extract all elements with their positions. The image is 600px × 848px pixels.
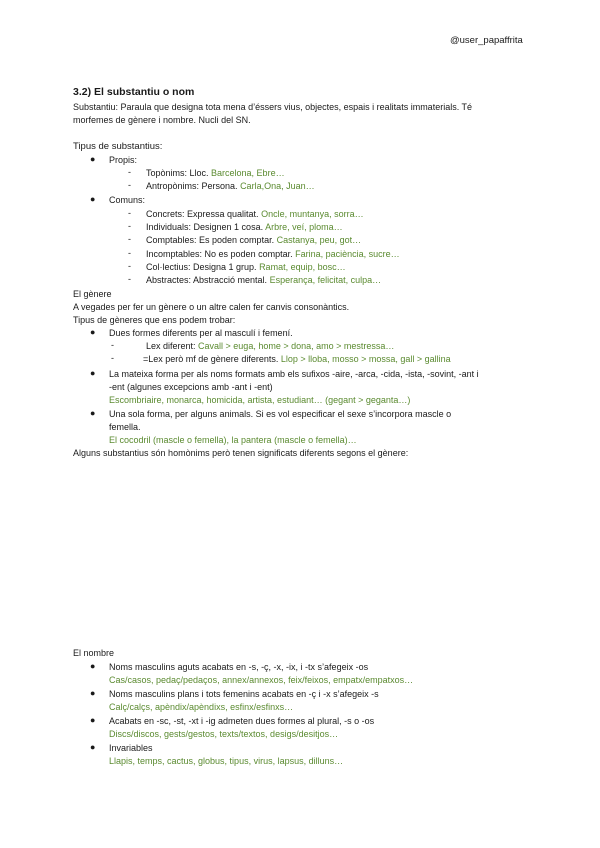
bullet-dot: ●	[90, 742, 96, 752]
gender-b3-line2: femella.	[109, 422, 141, 432]
gender-b1-sub: =Lex però mf de gènere diferents. Llop > lloba, mosso > mossa, gall > gallina	[143, 354, 451, 364]
gender-b3-example: El cocodril (mascle o femella), la pantera (mascle o femella)…	[109, 435, 357, 445]
comuns-item: Comptables: Es poden comptar. Castanya, peu, got…	[146, 235, 362, 245]
comuns-label: Comuns:	[109, 195, 146, 205]
number-example: Cas/casos, pedaç/pedaços, annex/annexos, feix/feixos, empatx/empatxos…	[109, 675, 414, 685]
number-example: Calç/calçs, apèndix/apèndixs, esfinx/esfinxs…	[109, 702, 294, 712]
number-example: Llapis, temps, cactus, globus, tipus, virus, lapsus, dilluns…	[109, 756, 344, 766]
propis-label: Propis:	[109, 155, 138, 165]
number-heading: El nombre	[73, 648, 115, 658]
gender-types-heading: Tipus de gèneres que ens podem trobar:	[73, 315, 236, 325]
number-rule: Invariables	[109, 743, 153, 753]
homonyms-line: Alguns substantius són homònims però tenen significats diferents segons el gènere:	[73, 448, 409, 458]
gender-b1-text: Dues formes diferents per al masculí i femení.	[109, 328, 293, 338]
dash-marker: -	[128, 221, 131, 231]
gender-b2-line2: -ent (algunes excepcions amb -ant i -ent)	[109, 382, 273, 392]
comuns-item: Col·lectius: Designa 1 grup. Ramat, equip, bosc…	[146, 262, 346, 272]
gender-b2-example: Escombriaire, monarca, homicida, artista, estudiant… (gegant > geganta…)	[109, 395, 411, 405]
dash-marker: -	[128, 248, 131, 258]
bullet-dot: ●	[90, 368, 96, 378]
comuns-item: Concrets: Expressa qualitat. Oncle, muntanya, sorra…	[146, 209, 364, 219]
dash-marker: -	[111, 353, 114, 363]
dash-marker: -	[128, 167, 131, 177]
comuns-item: Incomptables: No es poden comptar. Farina, paciència, sucre…	[146, 249, 400, 259]
bullet-dot: ●	[90, 327, 96, 337]
definition-line-1: Substantiu: Paraula que designa tota mena d’éssers vius, objectes, espais i realitats immaterials. Té	[73, 102, 473, 112]
dash-marker: -	[128, 234, 131, 244]
section-title: 3.2) El substantiu o nom	[73, 86, 195, 98]
comuns-item: Individuals: Designen 1 cosa. Arbre, veí, ploma…	[146, 222, 343, 232]
dash-marker: -	[128, 180, 131, 190]
number-example: Discs/discos, gests/gestos, texts/textos, desigs/desitjos…	[109, 729, 339, 739]
gender-intro: A vegades per fer un gènere o un altre calen fer canvis consonàntics.	[73, 302, 350, 312]
bullet-dot: ●	[90, 688, 96, 698]
number-rule: Noms masculins aguts acabats en -s, -ç, -x, -ix, i -tx s’afegeix -os	[109, 662, 369, 672]
bullet-dot: ●	[90, 408, 96, 418]
dash-marker: -	[111, 340, 114, 350]
bullet-dot: ●	[90, 154, 96, 164]
comuns-item: Abstractes: Abstracció mental. Esperança, felicitat, culpa…	[146, 275, 382, 285]
dash-marker: -	[128, 208, 131, 218]
types-heading: Tipus de substantius:	[73, 141, 163, 152]
gender-b1-sub: Lex diferent: Cavall > euga, home > dona, amo > mestressa…	[146, 341, 395, 351]
definition-line-2: morfemes de gènere i nombre. Nucli del SN.	[73, 115, 251, 125]
propis-item: Antropònims: Persona. Carla,Ona, Juan…	[146, 181, 315, 191]
bullet-dot: ●	[90, 194, 96, 204]
username-header: @user_papaffrita	[450, 35, 523, 46]
bullet-dot: ●	[90, 715, 96, 725]
gender-b3-line1: Una sola forma, per alguns animals. Si es vol especificar el sexe s’incorpora mascle o	[109, 409, 452, 419]
dash-marker: -	[128, 274, 131, 284]
gender-heading: El gènere	[73, 289, 112, 299]
gender-b2-line1: La mateixa forma per als noms formats amb els sufixos -aire, -arca, -cida, -ista, -sovint, -ant i	[109, 369, 479, 379]
bullet-dot: ●	[90, 661, 96, 671]
number-rule: Noms masculins plans i tots femenins acabats en -ç i -x s’afegeix -s	[109, 689, 379, 699]
propis-item: Topònims: Lloc. Barcelona, Ebre…	[146, 168, 285, 178]
number-rule: Acabats en -sc, -st, -xt i -ig admeten dues formes al plural, -s o -os	[109, 716, 375, 726]
dash-marker: -	[128, 261, 131, 271]
